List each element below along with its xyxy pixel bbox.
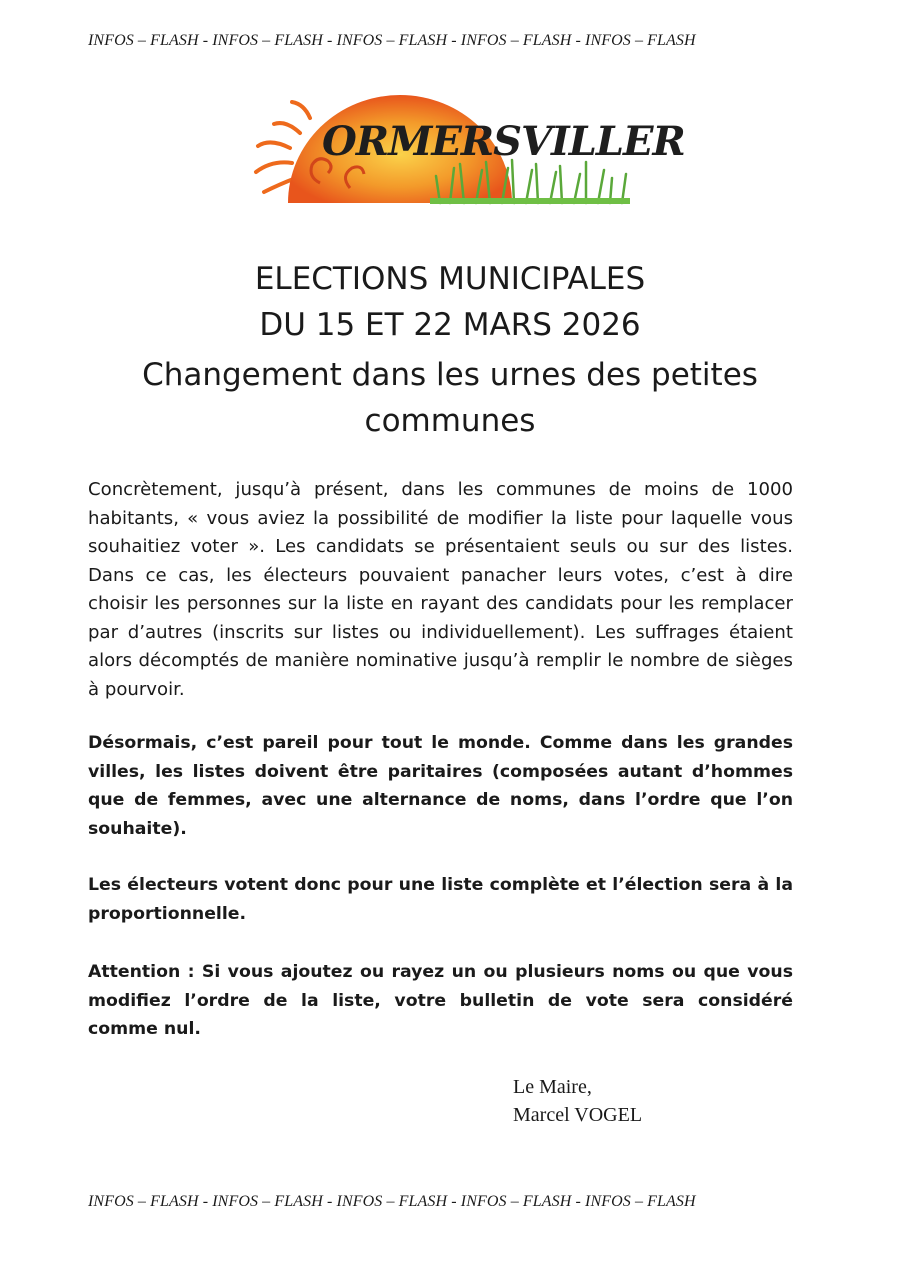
paragraph-intro: Concrètement, jusqu’à présent, dans les communes de moins de 1000 habitants, « vous aviez la possibilité de modifier la liste pour laquelle vous souhaitiez voter ». Les candidats se présentaient seuls ou sur des listes. Dans ce cas, les électeurs pouvaient panacher leurs votes, c’est à dire choisir les personnes sur la liste en rayant des candidats pour les remplacer par d’autres (inscrits sur listes ou individuellement). Les suffrages étaient alors décomptés de manière nominative jusqu’à remplir le nombre de sièges à pourvoir. xyxy=(88,479,793,700)
paragraph-parity: Désormais, c’est pareil pour tout le monde. Comme dans les grandes villes, les listes doivent être paritaires (composées autant d’hommes que de femmes, avec une alternance de noms, dans l’ordre que l’on souhaite). xyxy=(88,733,793,839)
signature-name: Marcel VOGEL xyxy=(513,1104,643,1126)
title-line-4: communes xyxy=(364,403,536,439)
signature-role: Le Maire, xyxy=(513,1076,592,1098)
top-banner: INFOS – FLASH - INFOS – FLASH - INFOS – FLASH - INFOS – FLASH - INFOS – FLASH xyxy=(88,32,696,49)
bottom-banner: INFOS – FLASH - INFOS – FLASH - INFOS – FLASH - INFOS – FLASH - INFOS – FLASH xyxy=(88,1193,696,1210)
page-title xyxy=(60,256,840,444)
signature xyxy=(513,1073,642,1129)
town-logo xyxy=(250,88,685,208)
town-logo-text: ORMERSVILLER xyxy=(322,118,685,165)
paragraph-proportional: Les électeurs votent donc pour une liste complète et l’élection sera à la proportionnelle. xyxy=(88,875,793,924)
title-line-3: Changement dans les urnes des petites xyxy=(142,357,758,393)
title-line-1: ELECTIONS MUNICIPALES xyxy=(254,261,646,297)
title-line-2: DU 15 ET 22 MARS 2026 xyxy=(259,307,641,343)
paragraph-warning: Attention : Si vous ajoutez ou rayez un ou plusieurs noms ou que vous modifiez l’ordre de la liste, votre bulletin de vote sera considéré comme nul. xyxy=(88,962,793,1039)
